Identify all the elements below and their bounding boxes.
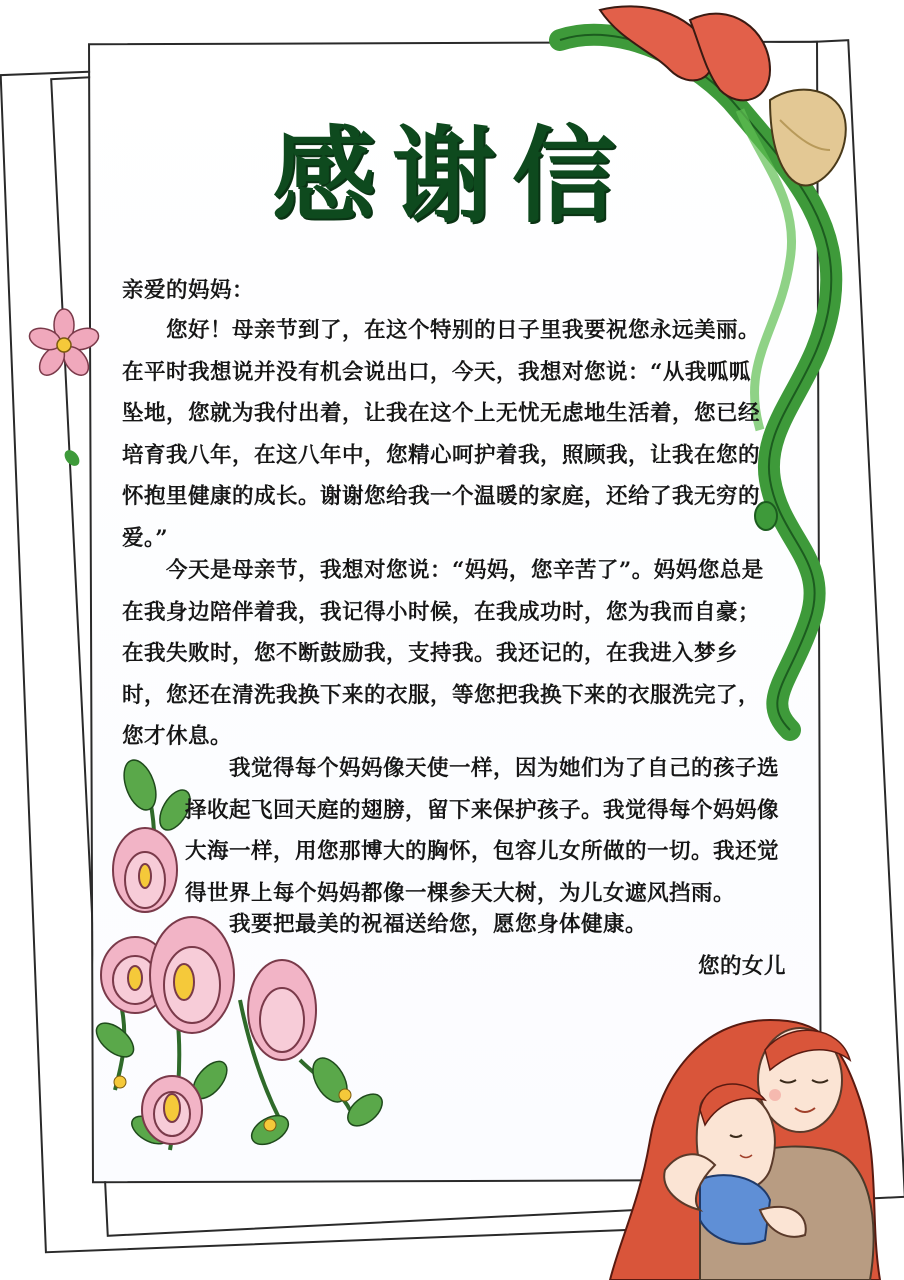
letter-paragraph-4: 我要把最美的祝福送给您，愿您身体健康。 [229,912,648,937]
letter-paragraph-3: 我觉得每个妈妈像天使一样，因为她们为了自己的孩子选择收起飞回天庭的翅膀，留下来保护孩子。我觉得每个妈妈像大海一样，用您那博大的胸怀，包容儿女所做的一切。我还觉得世界上每个妈妈都像一棵参天大树，为儿女遮风挡雨。 [185,756,780,906]
letter-signature: 您的女儿 [697,954,786,979]
letter-greeting: 亲爱的妈妈： [122,278,255,303]
letter-paragraph-2: 今天是母亲节，我想对您说：“妈妈，您辛苦了”。妈妈您总是在我身边陪伴着我，我记得小时候，在我成功时，您为我而自豪；在我失败时，您不断鼓励我，支持我。我还记的，在我进入梦乡时，您还在清洗我换下来的衣服，等您把我换下来的衣服洗完了，您才休息。 [122,558,764,749]
letter-paragraph-1: 您好！母亲节到了，在这个特别的日子里我要祝您永远美丽。在平时我想说并没有机会说出口，今天，我想对您说：“从我呱呱坠地，您就为我付出着，让我在这个上无忧无虑地生活着，您已经培育我八年，在这八年中，您精心呵护着我，照顾我，让我在您的怀抱里健康的成长。谢谢您给我一个温暖的家庭，还给了我无穷的爱。” [122,318,761,551]
letter-title: 感谢信 [271,115,632,237]
